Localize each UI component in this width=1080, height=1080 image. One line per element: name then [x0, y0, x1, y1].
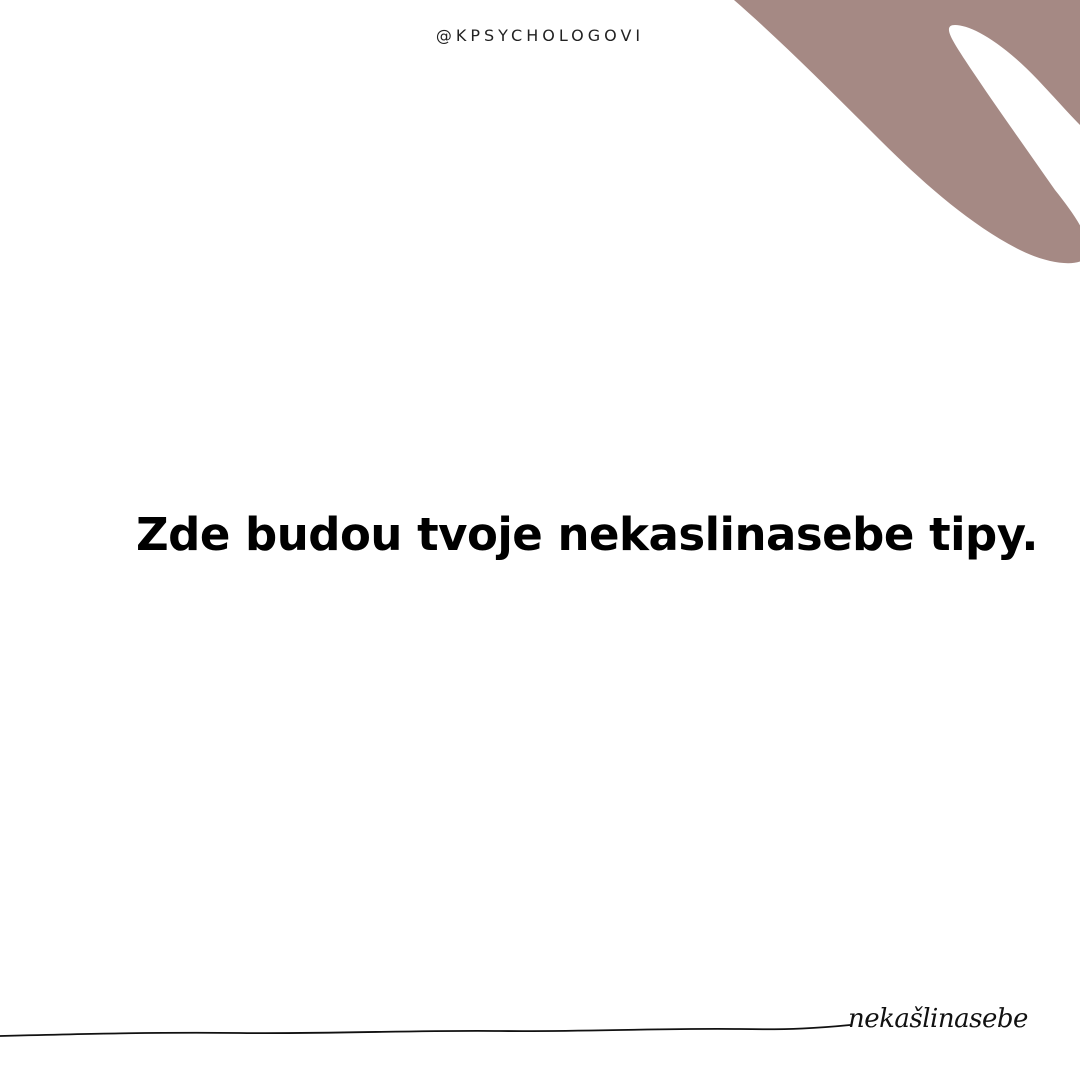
headline-text: Zde budou tvoje nekaslinasebe tipy. [136, 508, 1039, 561]
decorative-corner-shape [720, 0, 1080, 280]
instagram-handle: @KPSYCHOLOGOVI [435, 26, 645, 45]
signature-logo: nekašlinasebe [848, 1004, 1028, 1034]
corner-blob [734, 0, 1080, 263]
